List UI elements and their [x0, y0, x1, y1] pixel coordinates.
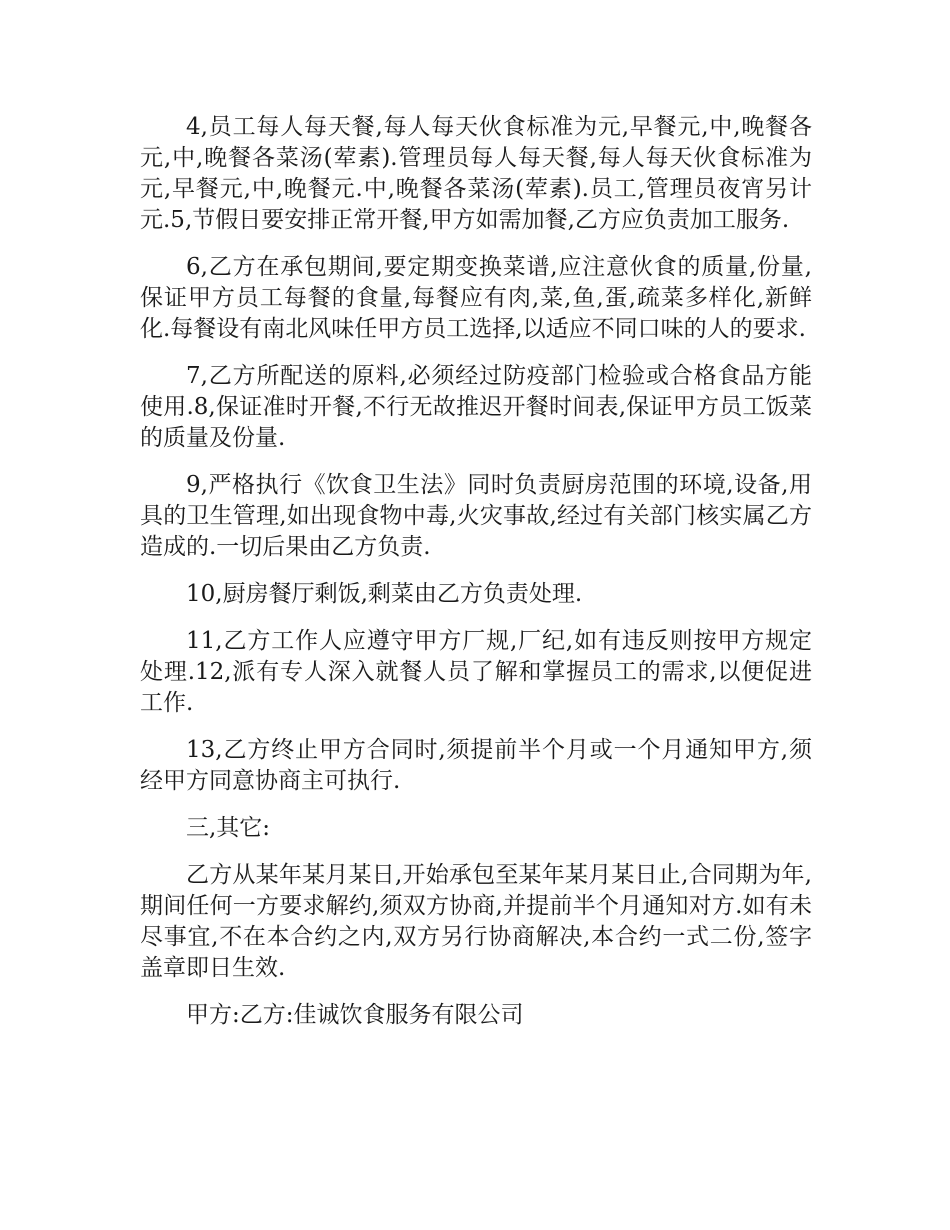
- paragraph-clause-7-8: 7,乙方所配送的原料,必须经过防疫部门检验或合格食品方能使用.8,保证准时开餐,不行无故推迟开餐时间表,保证甲方员工饭菜的质量及份量.: [140, 363, 812, 451]
- paragraph-clause-9: 9,严格执行《饮食卫生法》同时负责厨房范围的环境,设备,用具的卫生管理,如出现食物中毒,火灾事故,经过有关部门核实属乙方造成的.一切后果由乙方负责.: [140, 472, 812, 560]
- section-heading-other: 三,其它:: [186, 815, 271, 841]
- paragraph-clause-13: 13,乙方终止甲方合同时,须提前半个月或一个月通知甲方,须经甲方同意协商主可执行.: [140, 737, 812, 794]
- paragraph-clause-4-5: 4,员工每人每天餐,每人每天伙食标准为元,早餐元,中,晚餐各元,中,晚餐各菜汤(荤素).管理员每人每天餐,每人每天伙食标准为元,早餐元,中,晚餐元.中,晚餐各菜汤(荤素).员工,管理员夜宵另计元.5,节假日要安排正常开餐,甲方如需加餐,乙方应负责加工服务.: [140, 114, 812, 233]
- paragraph-contract-term: 乙方从某年某月某日,开始承包至某年某月某日止,合同期为年,期间任何一方要求解约,须双方协商,并提前半个月通知对方.如有未尽事宜,不在本合约之内,双方另行协商解决,本合约一式二份,签字盖章即日生效.: [140, 862, 812, 981]
- paragraph-clause-11-12: 11,乙方工作人应遵守甲方厂规,厂纪,如有违反则按甲方规定处理.12,派有专人深入就餐人员了解和掌握员工的需求,以便促进工作.: [140, 628, 812, 716]
- paragraph-clause-10: 10,厨房餐厅剩饭,剩菜由乙方负责处理.: [186, 581, 583, 607]
- signature-line: 甲方:乙方:佳诚饮食服务有限公司: [186, 1002, 524, 1028]
- paragraph-clause-6: 6,乙方在承包期间,要定期变换菜谱,应注意伙食的质量,份量,保证甲方员工每餐的食量,每餐应有肉,菜,鱼,蛋,疏菜多样化,新鲜化.每餐设有南北风味任甲方员工选择,以适应不同口味的人的要求.: [140, 254, 812, 342]
- document-body: [140, 112, 812, 1047]
